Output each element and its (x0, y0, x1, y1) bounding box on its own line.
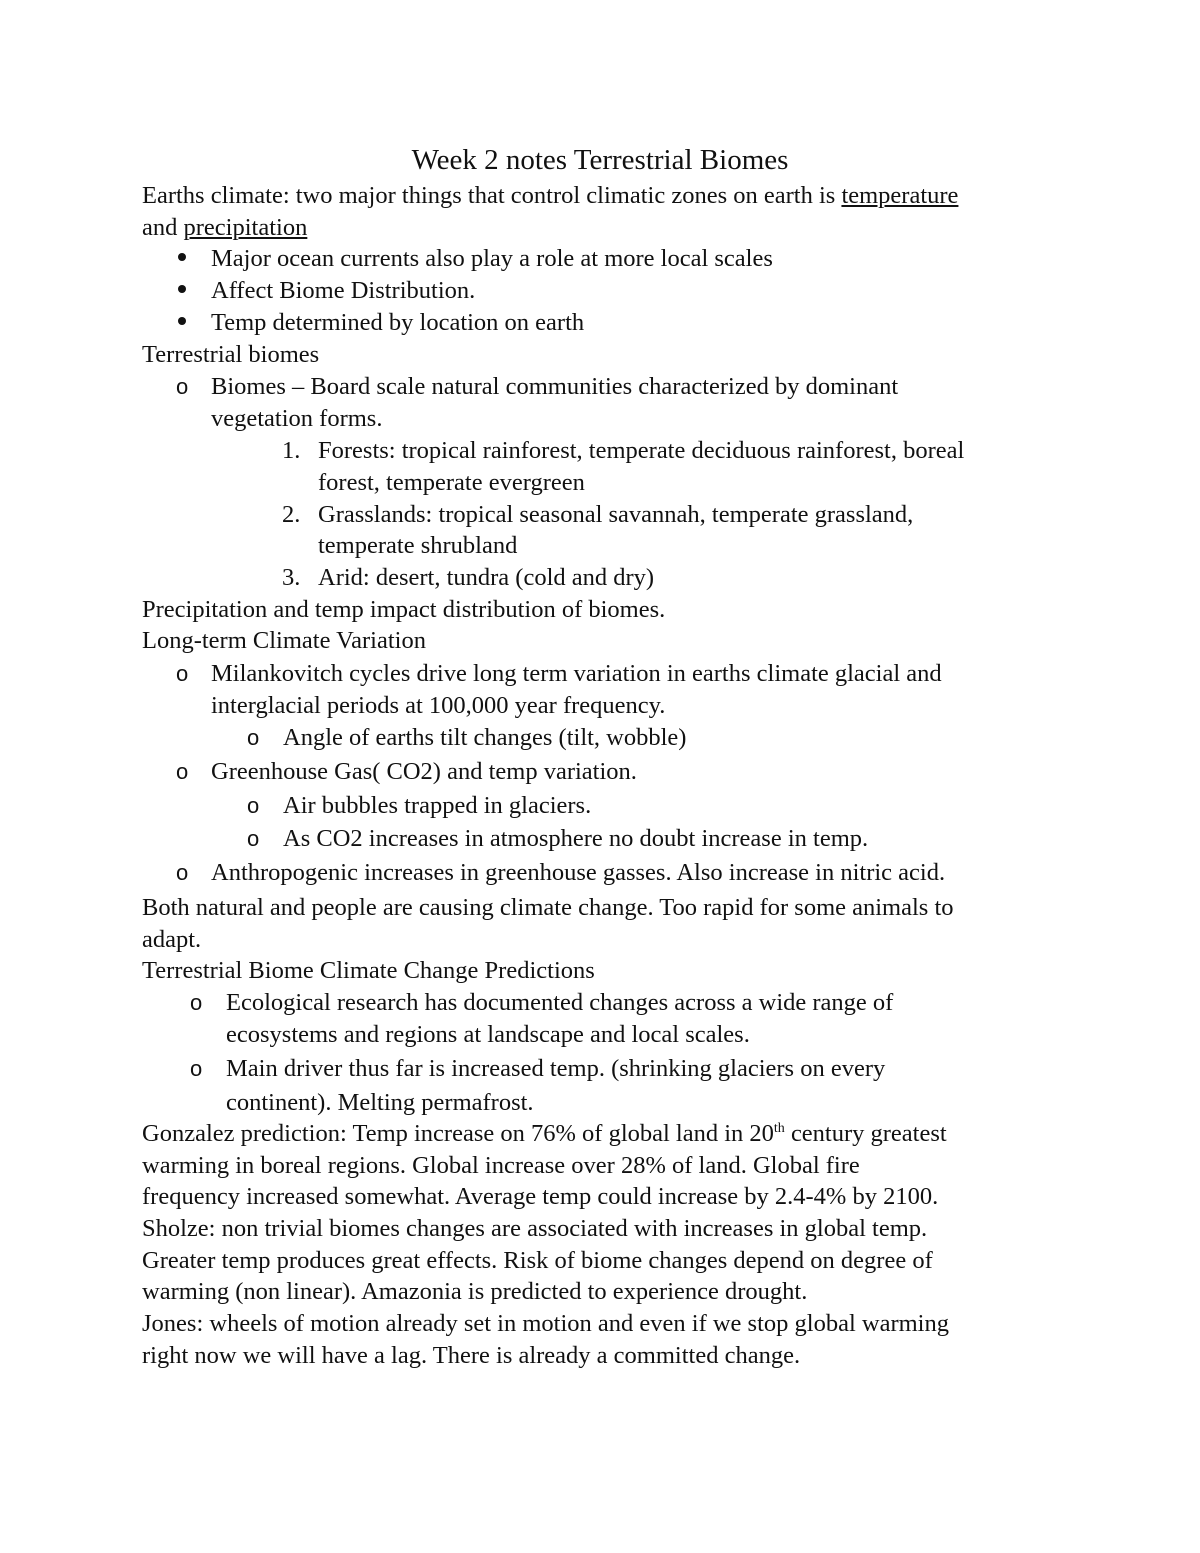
list-number: 3. (282, 564, 301, 591)
both-natural-line1: Both natural and people are causing climate change. Too rapid for some animals to (142, 894, 954, 921)
sholze-line3: warming (non linear). Amazonia is predicted to experience drought. (142, 1278, 808, 1305)
circle-bullet-icon: o (176, 860, 189, 885)
list-number: 1. (282, 437, 301, 464)
circle-bullet-icon: o (247, 725, 260, 750)
co2-line: As CO2 increases in atmosphere no doubt increase in temp. (283, 825, 869, 852)
list-item: Temp determined by location on earth (211, 309, 585, 336)
circle-bullet-icon: o (176, 374, 189, 399)
circle-bullet-icon: o (176, 661, 189, 686)
driver-line1: Main driver thus far is increased temp. (shrinking glaciers on every (226, 1055, 886, 1082)
intro-text: Earths climate: two major things that control climatic zones on earth is (142, 182, 842, 209)
gonzalez-text: Gonzalez prediction: Temp increase on 76% of global land in 20 (142, 1120, 774, 1147)
list-item: Affect Biome Distribution. (211, 277, 476, 304)
jones-line1: Jones: wheels of motion already set in motion and even if we stop global warming (142, 1310, 949, 1337)
intro-term-precipitation: precipitation (183, 214, 308, 241)
gonzalez-line1 (142, 1118, 947, 1150)
gonzalez-line3: frequency increased somewhat. Average temp could increase by 2.4-4% by 2100. (142, 1183, 939, 1210)
jones-line2: right now we will have a lag. There is already a committed change. (142, 1342, 801, 1369)
milankovitch-line1: Milankovitch cycles drive long term variation in earths climate glacial and (211, 660, 942, 687)
numbered-item: Forests: tropical rainforest, temperate deciduous rainforest, boreal (318, 437, 965, 464)
gonzalez-line2: warming in boreal regions. Global increase over 28% of land. Global fire (142, 1152, 860, 1179)
section-heading-terrestrial: Terrestrial biomes (142, 341, 320, 368)
numbered-item-cont: temperate shrubland (318, 532, 518, 559)
circle-bullet-icon: o (190, 1056, 203, 1081)
section-heading-longterm: Long-term Climate Variation (142, 627, 426, 654)
bullet-icon (178, 317, 186, 325)
circle-bullet-icon: o (247, 826, 260, 851)
superscript-th: th (773, 1120, 785, 1136)
numbered-item: Grasslands: tropical seasonal savannah, temperate grassland, (318, 501, 914, 528)
list-number: 2. (282, 501, 301, 528)
precip-line: Precipitation and temp impact distribution of biomes. (142, 596, 666, 623)
numbered-item-cont: forest, temperate evergreen (318, 469, 585, 496)
anthropogenic-line: Anthropogenic increases in greenhouse gasses. Also increase in nitric acid. (211, 859, 946, 886)
biomes-definition-line2: vegetation forms. (211, 405, 383, 432)
ecological-line2: ecosystems and regions at landscape and local scales. (226, 1021, 750, 1048)
circle-bullet-icon: o (190, 990, 203, 1015)
air-bubbles-line: Air bubbles trapped in glaciers. (283, 792, 592, 819)
intro-and: and (142, 214, 184, 241)
bullet-icon (178, 253, 186, 261)
angle-line: Angle of earths tilt changes (tilt, wobble) (283, 724, 687, 751)
both-natural-line2: adapt. (142, 926, 202, 953)
circle-bullet-icon: o (176, 759, 189, 784)
ecological-line1: Ecological research has documented changes across a wide range of (226, 989, 894, 1016)
gonzalez-text-post: century greatest (784, 1120, 947, 1147)
circle-bullet-icon: o (247, 793, 260, 818)
intro-line-1 (142, 180, 958, 212)
intro-term-temperature: temperature (841, 182, 959, 209)
numbered-item: Arid: desert, tundra (cold and dry) (318, 564, 655, 591)
greenhouse-line: Greenhouse Gas( CO2) and temp variation. (211, 758, 637, 785)
sholze-line2: Greater temp produces great effects. Risk of biome changes depend on degree of (142, 1247, 933, 1274)
page-title: Week 2 notes Terrestrial Biomes (411, 144, 789, 176)
milankovitch-line2: interglacial periods at 100,000 year frequency. (211, 692, 666, 719)
section-heading-predictions: Terrestrial Biome Climate Change Predictions (142, 957, 595, 984)
biomes-definition-line1: Biomes – Board scale natural communities characterized by dominant (211, 373, 899, 400)
driver-line2: continent). Melting permafrost. (226, 1089, 534, 1116)
list-item: Major ocean currents also play a role at more local scales (211, 245, 773, 272)
intro-line-2 (142, 212, 307, 244)
bullet-icon (178, 285, 186, 293)
sholze-line1: Sholze: non trivial biomes changes are associated with increases in global temp. (142, 1215, 928, 1242)
